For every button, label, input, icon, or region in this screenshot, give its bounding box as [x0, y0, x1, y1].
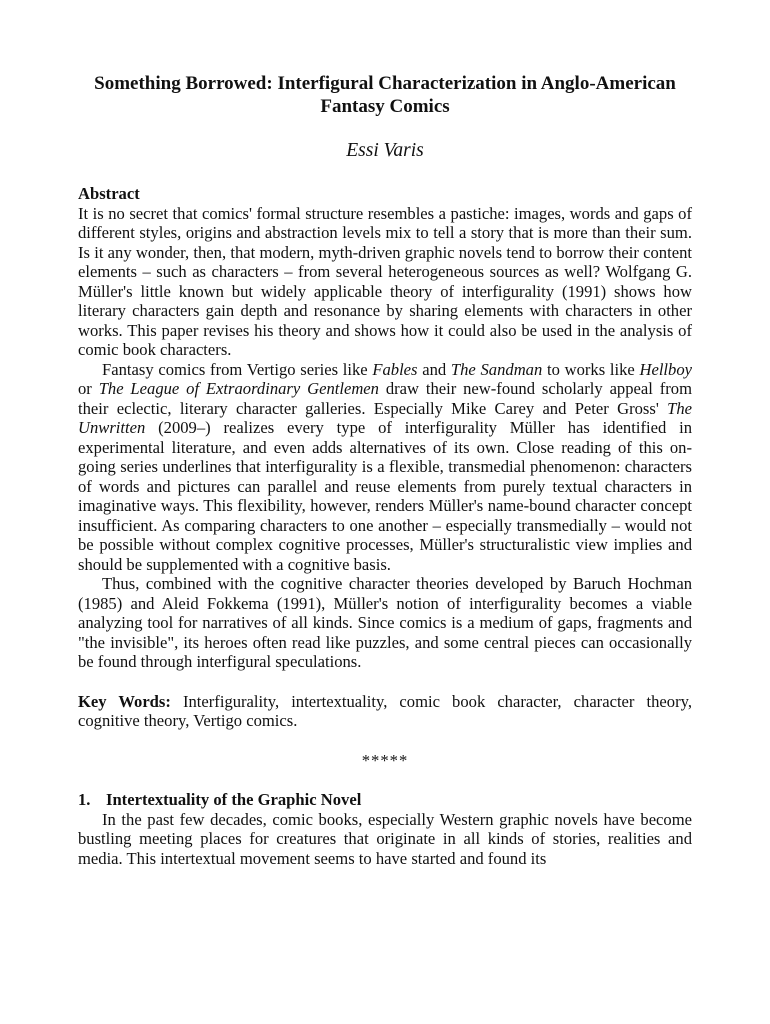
- title-the-sandman: The Sandman: [450, 359, 543, 379]
- paper-page: [78, 72, 692, 868]
- title-fables: Fables: [372, 359, 418, 379]
- p2-text-3: to works like: [542, 359, 640, 379]
- section-1-title: Intertextuality of the Graphic Novel: [106, 790, 362, 809]
- title-hellboy: Hellboy: [639, 359, 692, 379]
- paper-title: Something Borrowed: Interfigural Characterization in Anglo-American Fantasy Comics: [94, 73, 676, 117]
- keywords: [78, 692, 692, 731]
- p2-text-2: and: [417, 359, 451, 379]
- abstract-paragraph-3: Thus, combined with the cognitive character theories developed by Baruch Hochman (1985) and Aleid Fokkema (1991), Müller's notion of interfigurality becomes a viable analyzing tool for narratives of all kinds. Since comics is a medium of gaps, fragments and "the invisible", its heroes often read like puzzles, and some central pieces can occasionally be found through interfigural speculations.: [78, 574, 692, 671]
- keywords-label: Key Words:: [78, 691, 171, 711]
- section-1-paragraph: In the past few decades, comic books, especially Western graphic novels have become bustling meeting places for creatures that originate in all kinds of stories, realities and media. This intertextual movement seems to have started and found its: [78, 809, 692, 868]
- title-the-unwritten: The Unwritten: [78, 398, 692, 437]
- abstract-paragraph-2: [78, 360, 692, 575]
- section-1-number: 1.: [78, 790, 91, 809]
- p2-text-4: or: [78, 379, 99, 398]
- abstract-heading: Abstract: [78, 184, 140, 203]
- p2-text-5: draw their new-found scholarly appeal from their eclectic, literary character galleries. Especially Mike Carey and Peter Gross': [78, 379, 692, 418]
- section-1-heading: [78, 790, 692, 810]
- p2-text-6: (2009–) realizes every type of interfigurality Müller has identified in experimental literature, and even adds alternatives of its own. Close reading of this on-going series underlines that interfigurality is a flexible, transmedial phenomenon: characters of words and pictures can parallel and reuse elements from purely textual characters in imaginative ways. This flexibility, however, renders Müller's name-bound character concept insufficient. As comparing characters to one another – especially transmedially – would not be possible without complex cognitive processes, Müller's structuralistic view implies and should be supplemented with a cognitive basis.: [78, 418, 692, 574]
- author-name: Essi Varis: [346, 140, 424, 161]
- p2-text-1: Fantasy comics from Vertigo series like: [102, 359, 373, 379]
- keywords-text: Interfigurality, intertextuality, comic book character, character theory, cognitive theory, Vertigo comics.: [78, 691, 692, 730]
- section-separator: *****: [361, 750, 409, 770]
- abstract-paragraph-1: It is no secret that comics' formal structure resembles a pastiche: images, words and gaps of different styles, origins and abstraction levels mix to tell a story that is more than their sum. Is it any wonder, then, that modern, myth-driven graphic novels tend to borrow their content elements – such as characters – from several heterogeneous sources as well? Wolfgang G. Müller's little known but widely applicable theory of interfigurality (1991) shows how literary characters gain depth and resonance by sharing elements with characters in other works. This paper revises his theory and shows how it could also be used in the analysis of comic book characters.: [78, 203, 692, 359]
- title-league: The League of Extraordinary Gentlemen: [98, 379, 379, 398]
